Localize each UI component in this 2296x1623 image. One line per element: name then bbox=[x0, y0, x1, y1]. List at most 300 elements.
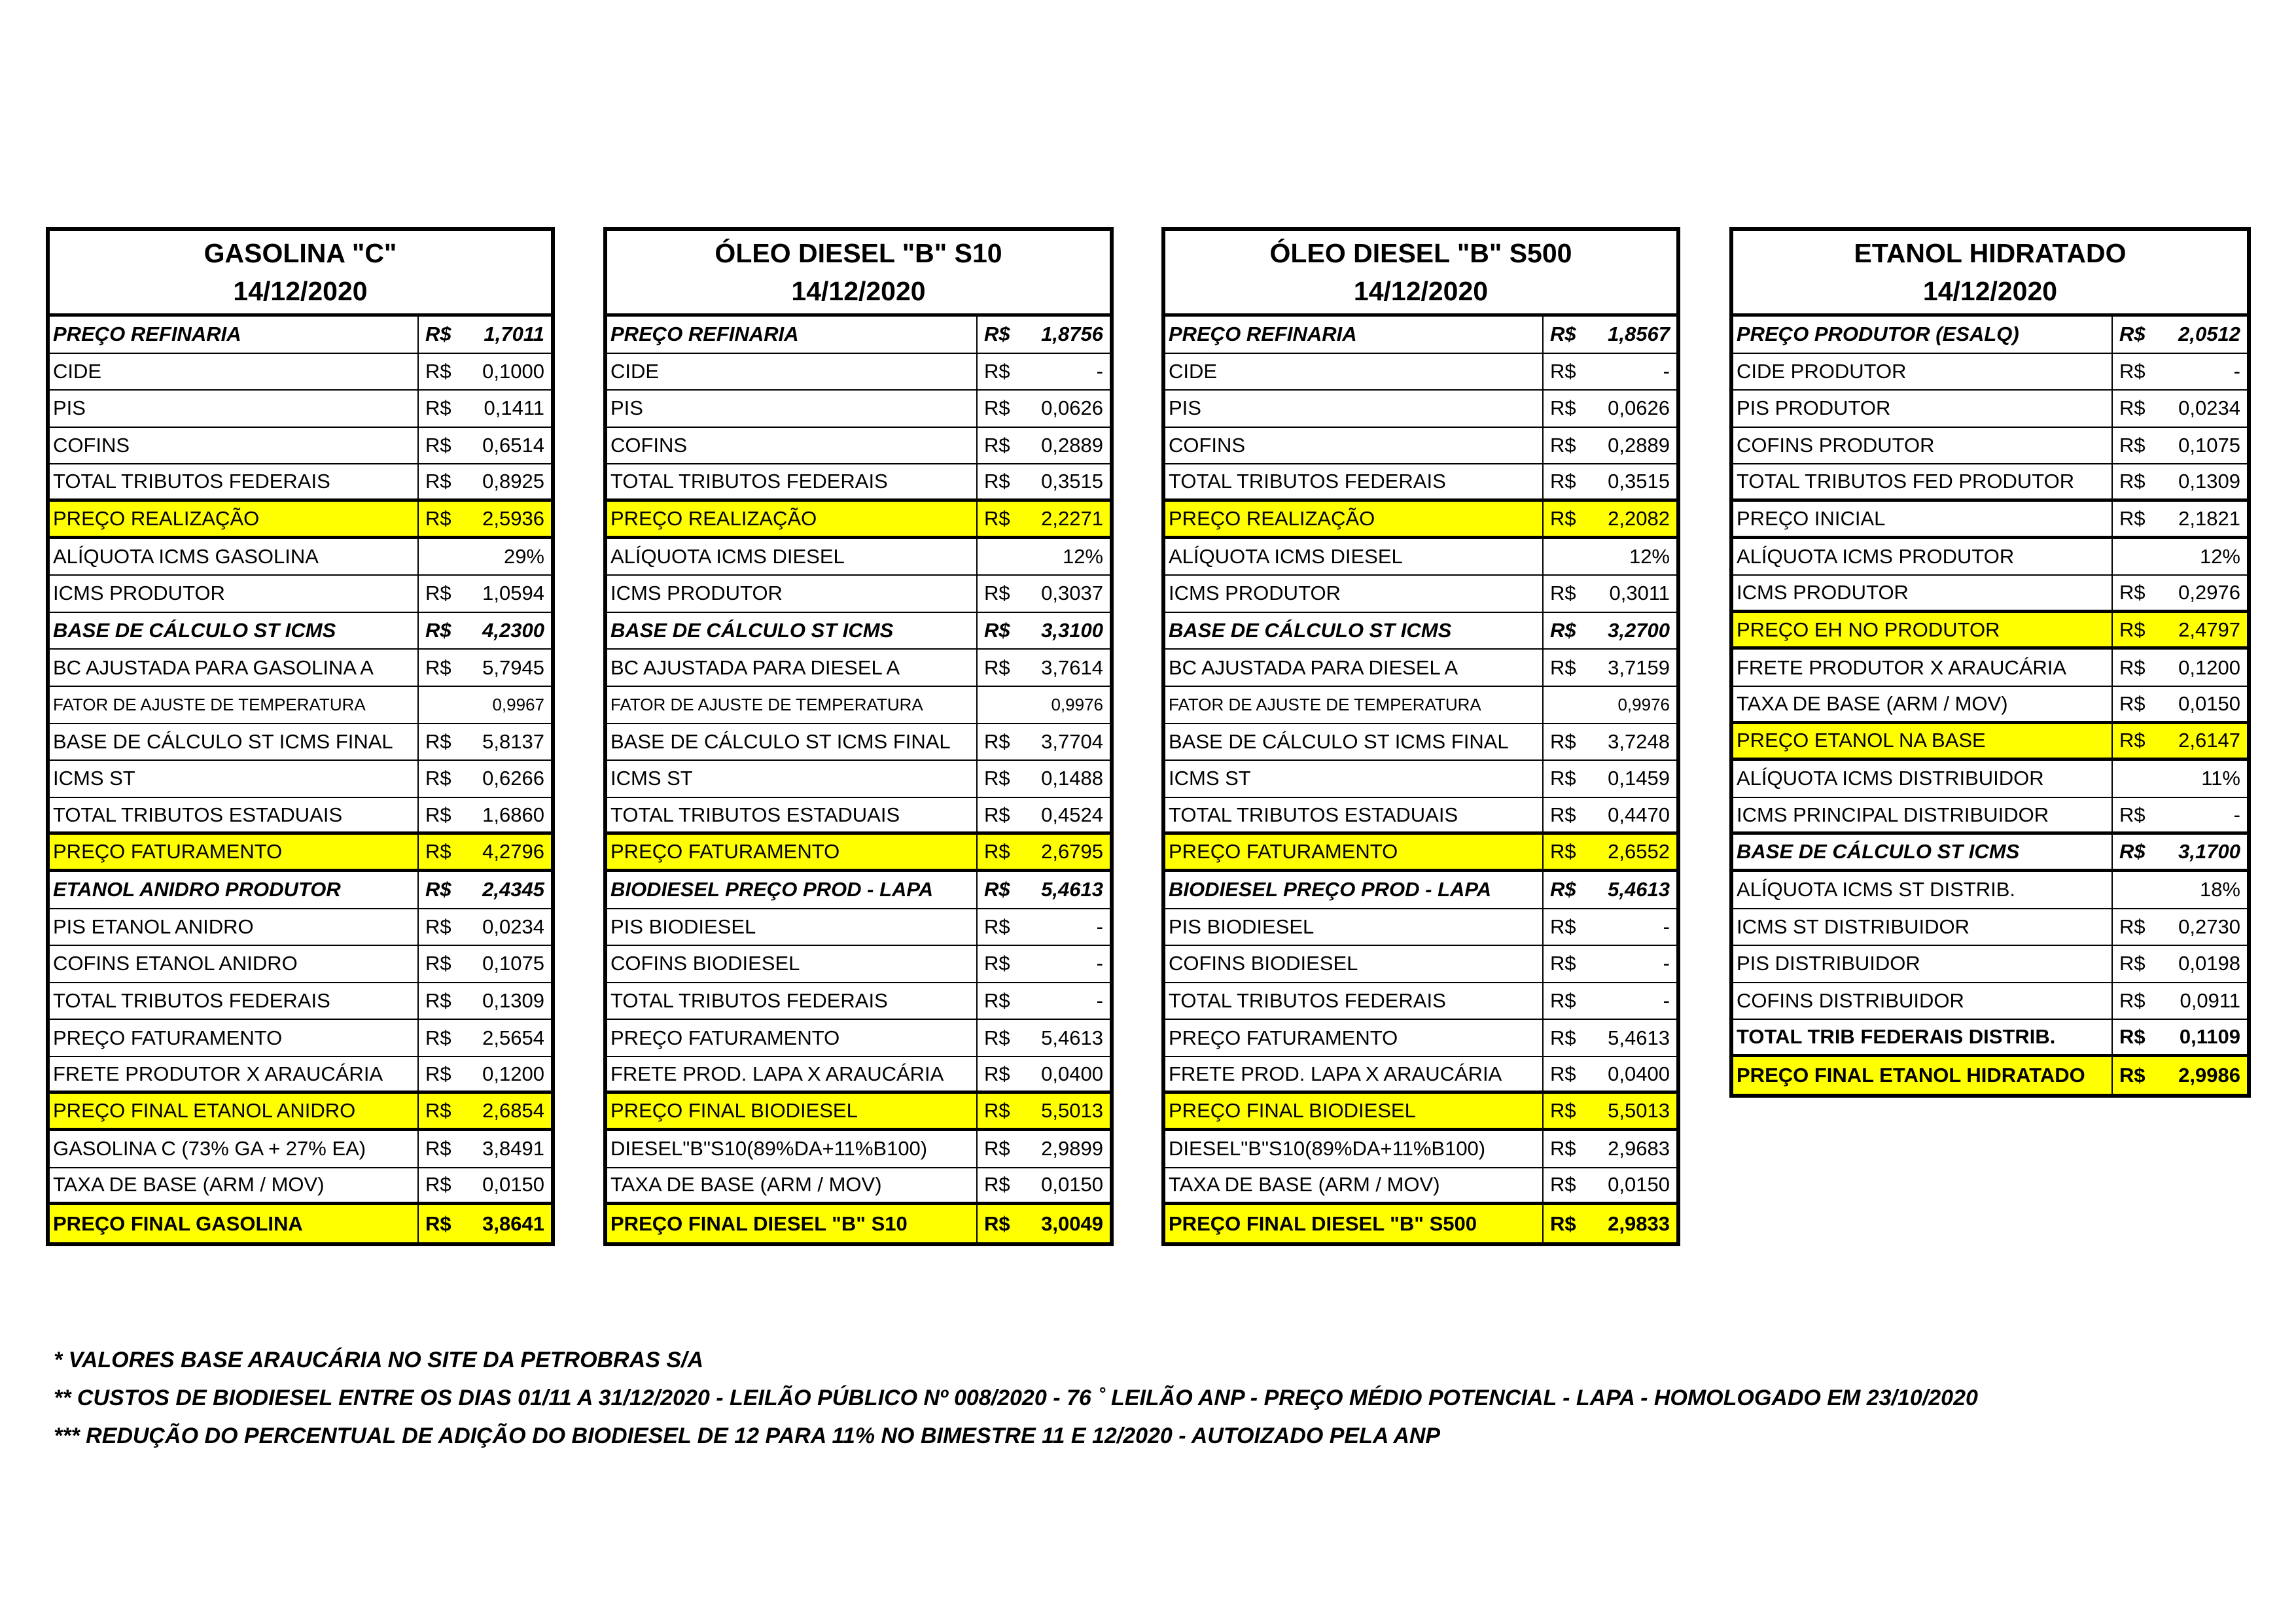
table-row bbox=[607, 502, 1110, 539]
currency-symbol: R$ bbox=[1550, 396, 1576, 420]
table-body bbox=[607, 317, 1110, 1242]
row-value-cell bbox=[976, 1020, 1110, 1056]
row-value-cell bbox=[1542, 1094, 1676, 1128]
row-label: PREÇO PRODUTOR (ESALQ) bbox=[1737, 323, 2019, 346]
table-row bbox=[50, 613, 551, 650]
row-value: 5,5013 bbox=[1041, 1099, 1103, 1123]
table-body bbox=[50, 317, 551, 1242]
table-row bbox=[50, 909, 551, 947]
footnote: * VALORES BASE ARAUCÁRIA NO SITE DA PETROBRAS S/A bbox=[54, 1348, 704, 1372]
table-row bbox=[1165, 872, 1676, 909]
row-value: 0,0150 bbox=[1608, 1173, 1670, 1196]
row-value: - bbox=[2233, 803, 2240, 826]
row-label: BIODIESEL PREÇO PROD - LAPA bbox=[610, 878, 934, 901]
row-label: TOTAL TRIBUTOS FEDERAIS bbox=[610, 988, 888, 1012]
table-etanol-hidratado bbox=[1729, 227, 2251, 1098]
table-row bbox=[1165, 835, 1676, 872]
row-label: BASE DE CÁLCULO ST ICMS FINAL bbox=[1169, 729, 1509, 753]
row-label: DIESEL"B"S10(89%DA+11%B100) bbox=[1169, 1137, 1486, 1161]
currency-symbol: R$ bbox=[1550, 434, 1576, 457]
row-label: TAXA DE BASE (ARM / MOV) bbox=[1737, 691, 2008, 715]
currency-symbol: R$ bbox=[984, 952, 1010, 975]
currency-symbol: R$ bbox=[984, 582, 1010, 605]
row-value-cell bbox=[417, 872, 551, 908]
row-value: 2,9833 bbox=[1608, 1212, 1670, 1235]
row-value-cell bbox=[417, 1168, 551, 1202]
row-value: 0,1488 bbox=[1041, 767, 1103, 790]
row-label: FRETE PROD. LAPA X ARAUCÁRIA bbox=[1169, 1062, 1502, 1085]
table-row bbox=[607, 428, 1110, 465]
row-value: 3,2700 bbox=[1608, 619, 1670, 642]
row-label: PIS BIODIESEL bbox=[610, 915, 756, 938]
row-value-cell bbox=[1542, 835, 1676, 869]
row-value-cell bbox=[1542, 613, 1676, 649]
table-row bbox=[50, 539, 551, 576]
row-value: 2,4797 bbox=[2178, 618, 2240, 641]
table-row bbox=[607, 317, 1110, 354]
row-value: 0,2730 bbox=[2178, 915, 2240, 938]
row-value-cell bbox=[1542, 539, 1676, 575]
row-value-cell bbox=[2111, 946, 2247, 982]
row-value: 0,3037 bbox=[1041, 582, 1103, 605]
row-value: 3,1700 bbox=[2178, 840, 2240, 864]
currency-symbol: R$ bbox=[425, 1062, 451, 1085]
currency-symbol: R$ bbox=[2119, 729, 2146, 752]
row-value: 0,1200 bbox=[482, 1062, 544, 1085]
row-label: BASE DE CÁLCULO ST ICMS bbox=[1737, 840, 2020, 864]
row-value-cell bbox=[2111, 1057, 2247, 1094]
row-value-cell bbox=[1542, 946, 1676, 982]
row-value-cell bbox=[1542, 317, 1676, 353]
row-value-cell bbox=[1542, 464, 1676, 498]
row-label: PREÇO FINAL GASOLINA bbox=[53, 1212, 303, 1235]
row-value-cell bbox=[417, 502, 551, 536]
table-title: ÓLEO DIESEL "B" S10 bbox=[715, 238, 1002, 268]
row-label: PREÇO REALIZAÇÃO bbox=[53, 506, 260, 530]
row-value-cell bbox=[976, 872, 1110, 908]
row-value-cell bbox=[417, 354, 551, 390]
currency-symbol: R$ bbox=[2119, 988, 2146, 1012]
row-value: 2,1821 bbox=[2178, 506, 2240, 530]
row-value: 29% bbox=[503, 544, 544, 568]
table-row bbox=[607, 798, 1110, 835]
row-value-cell bbox=[2111, 391, 2247, 427]
table-row bbox=[1733, 1057, 2247, 1094]
row-value: - bbox=[1096, 915, 1103, 938]
row-value-cell bbox=[417, 464, 551, 498]
currency-symbol: R$ bbox=[2119, 618, 2146, 641]
row-label: TOTAL TRIBUTOS FED PRODUTOR bbox=[1737, 470, 2075, 493]
currency-symbol: R$ bbox=[984, 619, 1010, 642]
row-value: 11% bbox=[2201, 767, 2240, 790]
row-value-cell bbox=[976, 502, 1110, 536]
row-value: 2,6854 bbox=[482, 1099, 544, 1123]
row-label: COFINS bbox=[610, 434, 688, 457]
table-row bbox=[607, 909, 1110, 947]
row-value: 0,1459 bbox=[1608, 767, 1670, 790]
currency-symbol: R$ bbox=[2119, 470, 2146, 493]
row-label: GASOLINA C (73% GA + 27% EA) bbox=[53, 1137, 366, 1161]
currency-symbol: R$ bbox=[1550, 1099, 1576, 1123]
row-label: TOTAL TRIBUTOS ESTADUAIS bbox=[610, 803, 900, 826]
row-label: DIESEL"B"S10(89%DA+11%B100) bbox=[610, 1137, 928, 1161]
row-label: TAXA DE BASE (ARM / MOV) bbox=[1169, 1173, 1440, 1196]
table-row bbox=[607, 761, 1110, 798]
row-label: PIS DISTRIBUIDOR bbox=[1737, 952, 1920, 975]
row-value: 5,7945 bbox=[482, 655, 544, 679]
row-label: ICMS ST DISTRIBUIDOR bbox=[1737, 915, 1969, 938]
table-row bbox=[1165, 539, 1676, 576]
table-body bbox=[1165, 317, 1676, 1242]
currency-symbol: R$ bbox=[2119, 323, 2146, 346]
row-label: BC AJUSTADA PARA DIESEL A bbox=[1169, 655, 1458, 679]
row-value-cell bbox=[976, 835, 1110, 869]
table-row bbox=[1165, 317, 1676, 354]
row-label: PREÇO FATURAMENTO bbox=[610, 1026, 840, 1049]
row-value: - bbox=[1096, 359, 1103, 383]
table-row bbox=[1165, 1057, 1676, 1094]
row-label: PIS PRODUTOR bbox=[1737, 396, 1891, 420]
table-row bbox=[1165, 798, 1676, 835]
currency-symbol: R$ bbox=[984, 1099, 1010, 1123]
row-value-cell bbox=[1542, 872, 1676, 908]
footnotes bbox=[54, 1341, 1978, 1455]
row-value: 0,3515 bbox=[1041, 470, 1103, 493]
currency-symbol: R$ bbox=[425, 952, 451, 975]
row-value-cell bbox=[1542, 502, 1676, 536]
row-value: 4,2300 bbox=[482, 619, 544, 642]
table-title: ETANOL HIDRATADO bbox=[1854, 238, 2127, 268]
row-label: BC AJUSTADA PARA GASOLINA A bbox=[53, 655, 374, 679]
currency-symbol: R$ bbox=[2119, 1064, 2146, 1087]
row-value: - bbox=[1096, 952, 1103, 975]
row-label: CIDE bbox=[610, 359, 660, 383]
currency-symbol: R$ bbox=[425, 803, 451, 826]
row-value: 2,6795 bbox=[1041, 840, 1103, 864]
table-row bbox=[1733, 983, 2247, 1021]
currency-symbol: R$ bbox=[984, 803, 1010, 826]
row-value: 0,3011 bbox=[1609, 582, 1670, 605]
currency-symbol: R$ bbox=[425, 915, 451, 938]
row-value-cell bbox=[976, 798, 1110, 832]
table-row bbox=[1733, 798, 2247, 835]
currency-symbol: R$ bbox=[2119, 1025, 2146, 1049]
table-row bbox=[607, 1205, 1110, 1242]
currency-symbol: R$ bbox=[425, 582, 451, 605]
row-value-cell bbox=[417, 687, 551, 723]
currency-symbol: R$ bbox=[984, 767, 1010, 790]
table-row bbox=[1165, 1094, 1676, 1131]
currency-symbol: R$ bbox=[1550, 359, 1576, 383]
table-row bbox=[1165, 724, 1676, 761]
currency-symbol: R$ bbox=[1550, 840, 1576, 864]
row-value-cell bbox=[1542, 650, 1676, 686]
row-value: 0,0400 bbox=[1041, 1062, 1103, 1085]
row-label: PREÇO ETANOL NA BASE bbox=[1737, 729, 1986, 752]
table-row bbox=[50, 872, 551, 909]
currency-symbol: R$ bbox=[984, 878, 1010, 901]
row-label: FATOR DE AJUSTE DE TEMPERATURA bbox=[1169, 694, 1481, 714]
row-label: CIDE bbox=[1169, 359, 1218, 383]
row-value-cell bbox=[417, 835, 551, 869]
row-label: COFINS bbox=[1169, 434, 1246, 457]
row-value: 0,0150 bbox=[1041, 1173, 1103, 1196]
row-value-cell bbox=[1542, 724, 1676, 760]
row-label: ICMS ST bbox=[1169, 767, 1251, 790]
row-label: CIDE PRODUTOR bbox=[1737, 359, 1907, 383]
currency-symbol: R$ bbox=[984, 434, 1010, 457]
table-row bbox=[607, 1094, 1110, 1131]
currency-symbol: R$ bbox=[1550, 729, 1576, 753]
table-row bbox=[607, 1020, 1110, 1057]
row-value-cell bbox=[2111, 650, 2247, 686]
row-value-cell bbox=[2111, 872, 2247, 908]
table-row bbox=[1165, 613, 1676, 650]
currency-symbol: R$ bbox=[984, 655, 1010, 679]
row-label: TAXA DE BASE (ARM / MOV) bbox=[53, 1173, 325, 1196]
row-value-cell bbox=[1542, 983, 1676, 1019]
currency-symbol: R$ bbox=[425, 729, 451, 753]
currency-symbol: R$ bbox=[1550, 1062, 1576, 1085]
table-row bbox=[50, 576, 551, 613]
row-value: 12% bbox=[2199, 544, 2240, 568]
row-value: 0,9976 bbox=[1617, 694, 1670, 714]
table-row bbox=[607, 1057, 1110, 1094]
table-row bbox=[607, 983, 1110, 1021]
currency-symbol: R$ bbox=[984, 506, 1010, 530]
row-value-cell bbox=[417, 391, 551, 427]
row-value-cell bbox=[2111, 909, 2247, 945]
row-value: 3,7159 bbox=[1608, 655, 1670, 679]
row-value-cell bbox=[2111, 983, 2247, 1019]
table-row bbox=[1733, 613, 2247, 650]
row-value-cell bbox=[1542, 1168, 1676, 1202]
table-row bbox=[1733, 835, 2247, 872]
table-date: 14/12/2020 bbox=[791, 276, 926, 306]
row-value-cell bbox=[976, 1094, 1110, 1128]
row-value: 0,1075 bbox=[482, 952, 544, 975]
row-value: 0,1200 bbox=[2178, 655, 2240, 679]
row-value-cell bbox=[976, 761, 1110, 797]
table-row bbox=[50, 1020, 551, 1057]
row-value-cell bbox=[976, 1057, 1110, 1091]
row-label: BASE DE CÁLCULO ST ICMS FINAL bbox=[53, 729, 393, 753]
row-value-cell bbox=[976, 464, 1110, 498]
row-value-cell bbox=[417, 946, 551, 982]
table-row bbox=[607, 1168, 1110, 1206]
row-value-cell bbox=[1542, 687, 1676, 723]
row-value: 0,1309 bbox=[482, 988, 544, 1012]
row-value-cell bbox=[417, 1205, 551, 1242]
row-value-cell bbox=[976, 354, 1110, 390]
row-value: 2,5654 bbox=[482, 1026, 544, 1049]
row-label: PREÇO EH NO PRODUTOR bbox=[1737, 618, 2000, 641]
table-row bbox=[1733, 761, 2247, 798]
row-label: ICMS PRODUTOR bbox=[1169, 582, 1341, 605]
table-row bbox=[1733, 687, 2247, 724]
row-label: PREÇO FATURAMENTO bbox=[610, 840, 840, 864]
currency-symbol: R$ bbox=[1550, 1026, 1576, 1049]
row-label: ALÍQUOTA ICMS ST DISTRIB. bbox=[1737, 878, 2016, 901]
currency-symbol: R$ bbox=[984, 396, 1010, 420]
table-gasolina bbox=[46, 227, 555, 1246]
currency-symbol: R$ bbox=[984, 988, 1010, 1012]
row-value-cell bbox=[1542, 391, 1676, 427]
row-value: 5,4613 bbox=[1041, 1026, 1103, 1049]
row-value: 2,9899 bbox=[1041, 1137, 1103, 1161]
row-value: 2,2082 bbox=[1608, 506, 1670, 530]
row-label: BASE DE CÁLCULO ST ICMS bbox=[1169, 619, 1452, 642]
row-value: 0,0234 bbox=[482, 915, 544, 938]
currency-symbol: R$ bbox=[1550, 952, 1576, 975]
row-value: 1,6860 bbox=[482, 803, 544, 826]
row-label: TOTAL TRIBUTOS FEDERAIS bbox=[53, 470, 330, 493]
row-value: 0,2889 bbox=[1041, 434, 1103, 457]
currency-symbol: R$ bbox=[984, 323, 1010, 346]
row-value-cell bbox=[417, 724, 551, 760]
row-label: PIS ETANOL ANIDRO bbox=[53, 915, 254, 938]
row-label: ALÍQUOTA ICMS PRODUTOR bbox=[1737, 544, 2015, 568]
row-label: FATOR DE AJUSTE DE TEMPERATURA bbox=[53, 694, 366, 714]
currency-symbol: R$ bbox=[425, 434, 451, 457]
currency-symbol: R$ bbox=[425, 1212, 451, 1235]
row-value-cell bbox=[2111, 798, 2247, 832]
row-value-cell bbox=[417, 1131, 551, 1167]
row-label: PREÇO REFINARIA bbox=[1169, 323, 1357, 346]
row-label: PREÇO FINAL DIESEL "B" S500 bbox=[1169, 1212, 1477, 1235]
table-row bbox=[607, 650, 1110, 687]
currency-symbol: R$ bbox=[984, 1212, 1010, 1235]
currency-symbol: R$ bbox=[2119, 506, 2146, 530]
row-label: PIS BIODIESEL bbox=[1169, 915, 1315, 938]
row-value-cell bbox=[2111, 835, 2247, 869]
table-row bbox=[50, 687, 551, 724]
row-value-cell bbox=[976, 1205, 1110, 1242]
row-value: 5,8137 bbox=[482, 729, 544, 753]
table-row bbox=[607, 354, 1110, 391]
footnote: ** CUSTOS DE BIODIESEL ENTRE OS DIAS 01/11 A 31/12/2020 - LEILÃO PÚBLICO Nº 008/2020 - 76 ˚ LEILÃO ANP - PREÇO MÉDIO POTENCIAL - LAPA - HOMOLOGADO EM 23/10/2020 bbox=[54, 1386, 1978, 1410]
row-label: TOTAL TRIBUTOS ESTADUAIS bbox=[1169, 803, 1458, 826]
currency-symbol: R$ bbox=[2119, 434, 2146, 457]
row-value: 1,8567 bbox=[1608, 323, 1670, 346]
row-label: ALÍQUOTA ICMS DISTRIBUIDOR bbox=[1737, 767, 2044, 790]
row-label: COFINS PRODUTOR bbox=[1737, 434, 1935, 457]
row-value-cell bbox=[1542, 909, 1676, 945]
table-row bbox=[1165, 946, 1676, 983]
row-value-cell bbox=[417, 761, 551, 797]
currency-symbol: R$ bbox=[2119, 655, 2146, 679]
table-row bbox=[1165, 1168, 1676, 1206]
row-value-cell bbox=[976, 613, 1110, 649]
row-label: COFINS DISTRIBUIDOR bbox=[1737, 988, 1964, 1012]
table-row bbox=[50, 502, 551, 539]
row-value: 12% bbox=[1062, 544, 1103, 568]
row-value: 1,7011 bbox=[484, 323, 544, 346]
table-row bbox=[50, 650, 551, 687]
table-diesel-s500 bbox=[1161, 227, 1680, 1246]
table-row bbox=[607, 872, 1110, 909]
row-value: 2,2271 bbox=[1041, 506, 1103, 530]
row-label: PREÇO FINAL ETANOL HIDRATADO bbox=[1737, 1064, 2085, 1087]
row-label: COFINS ETANOL ANIDRO bbox=[53, 952, 298, 975]
row-label: BC AJUSTADA PARA DIESEL A bbox=[610, 655, 900, 679]
row-label: BASE DE CÁLCULO ST ICMS bbox=[610, 619, 894, 642]
currency-symbol: R$ bbox=[1550, 988, 1576, 1012]
row-value: - bbox=[1663, 359, 1670, 383]
row-label: FRETE PRODUTOR X ARAUCÁRIA bbox=[1737, 655, 2067, 679]
row-value: 2,9683 bbox=[1608, 1137, 1670, 1161]
table-row bbox=[1165, 428, 1676, 465]
row-label: ALÍQUOTA ICMS GASOLINA bbox=[53, 544, 319, 568]
row-value: 2,0512 bbox=[2178, 323, 2240, 346]
table-diesel-s10 bbox=[603, 227, 1114, 1246]
currency-symbol: R$ bbox=[425, 878, 451, 901]
row-value-cell bbox=[2111, 724, 2247, 758]
row-value: 5,4613 bbox=[1608, 1026, 1670, 1049]
row-value-cell bbox=[1542, 798, 1676, 832]
table-row bbox=[1165, 650, 1676, 687]
currency-symbol: R$ bbox=[2119, 580, 2146, 604]
currency-symbol: R$ bbox=[984, 359, 1010, 383]
currency-symbol: R$ bbox=[2119, 915, 2146, 938]
row-value-cell bbox=[976, 687, 1110, 723]
row-value: 0,1075 bbox=[2178, 434, 2240, 457]
row-label: PREÇO REALIZAÇÃO bbox=[1169, 506, 1375, 530]
table-row bbox=[50, 983, 551, 1021]
currency-symbol: R$ bbox=[425, 655, 451, 679]
row-value: 2,5936 bbox=[482, 506, 544, 530]
table-row bbox=[1165, 909, 1676, 947]
row-value: 4,2796 bbox=[482, 840, 544, 864]
row-label: PREÇO FINAL BIODIESEL bbox=[610, 1099, 858, 1123]
row-value: 5,4613 bbox=[1608, 878, 1670, 901]
row-label: PIS bbox=[53, 396, 86, 420]
row-value: 3,7248 bbox=[1608, 729, 1670, 753]
currency-symbol: R$ bbox=[1550, 1137, 1576, 1161]
currency-symbol: R$ bbox=[2119, 840, 2146, 864]
table-row bbox=[50, 946, 551, 983]
row-value: 1,8756 bbox=[1041, 323, 1103, 346]
row-label: ICMS ST bbox=[610, 767, 693, 790]
row-label: TOTAL TRIBUTOS FEDERAIS bbox=[53, 988, 330, 1012]
row-value: 3,7704 bbox=[1041, 729, 1103, 753]
row-label: PREÇO FATURAMENTO bbox=[1169, 840, 1398, 864]
row-value-cell bbox=[1542, 354, 1676, 390]
row-value: 0,1411 bbox=[484, 396, 544, 420]
row-label: PREÇO FATURAMENTO bbox=[1169, 1026, 1398, 1049]
row-value: 0,6514 bbox=[482, 434, 544, 457]
row-label: FATOR DE AJUSTE DE TEMPERATURA bbox=[610, 694, 923, 714]
row-value: 3,0049 bbox=[1041, 1212, 1103, 1235]
table-row bbox=[50, 761, 551, 798]
table-row bbox=[607, 1131, 1110, 1168]
currency-symbol: R$ bbox=[425, 396, 451, 420]
currency-symbol: R$ bbox=[2119, 396, 2146, 420]
row-value-cell bbox=[976, 1131, 1110, 1167]
currency-symbol: R$ bbox=[1550, 323, 1576, 346]
row-value: 0,0626 bbox=[1041, 396, 1103, 420]
table-row bbox=[1733, 354, 2247, 391]
row-value: 0,0626 bbox=[1608, 396, 1670, 420]
table-row bbox=[1165, 687, 1676, 724]
row-value-cell bbox=[976, 909, 1110, 945]
row-value: - bbox=[1663, 952, 1670, 975]
row-value: 0,0150 bbox=[482, 1173, 544, 1196]
currency-symbol: R$ bbox=[425, 619, 451, 642]
row-value-cell bbox=[417, 798, 551, 832]
row-label: TOTAL TRIBUTOS ESTADUAIS bbox=[53, 803, 343, 826]
row-label: ICMS PRINCIPAL DISTRIBUIDOR bbox=[1737, 803, 2049, 826]
